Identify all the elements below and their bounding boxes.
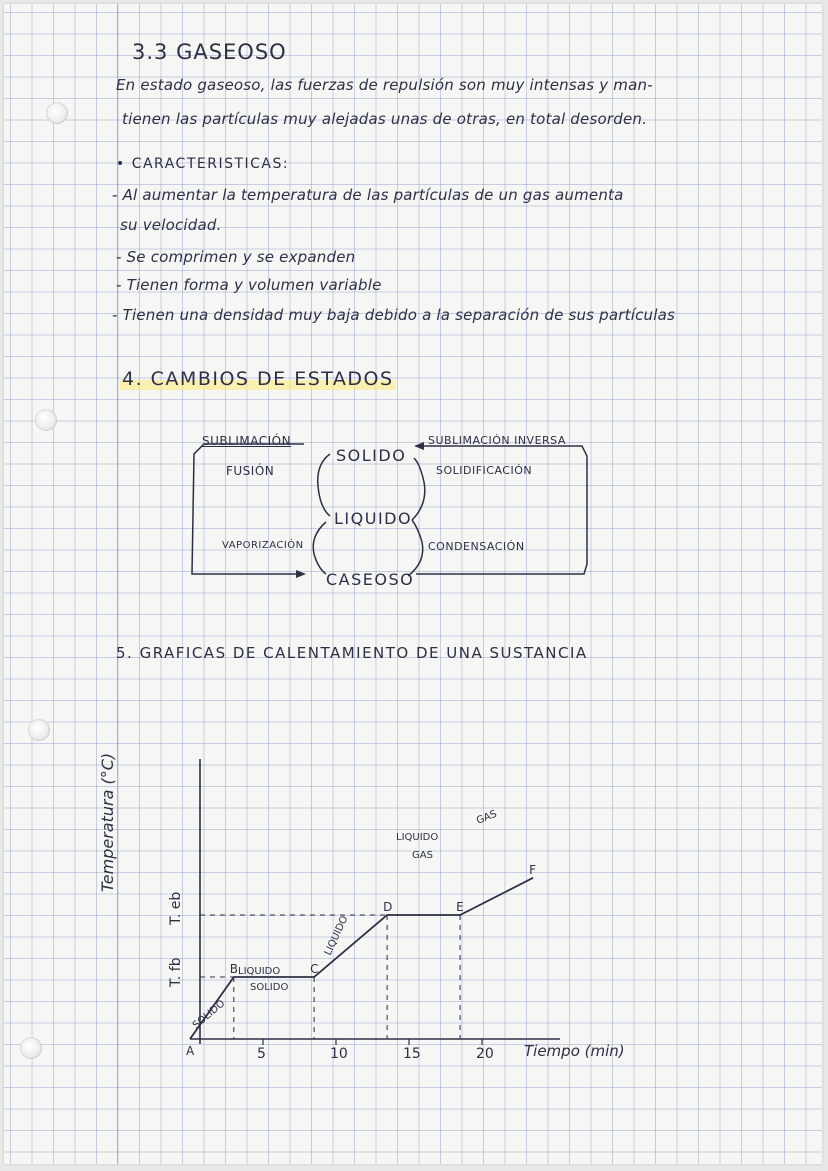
point-label: E [456, 900, 464, 914]
segment-label: GAS [412, 850, 433, 861]
y-tick-label: T. fb [168, 957, 184, 987]
segment-label: LIQUIDO [238, 966, 281, 977]
bullet-item: - Se comprimen y se expanden [116, 248, 356, 266]
notebook-page [4, 4, 822, 1164]
point-label: D [383, 900, 393, 914]
y-axis-label: Temperatura (°C) [98, 752, 117, 892]
label-vaporization: VAPORIZACIÓN [222, 540, 304, 551]
binder-hole [28, 719, 50, 741]
point-label: C [310, 962, 319, 976]
characteristics-heading: • CARACTERISTICAS: [116, 156, 290, 172]
solidification-arrow [412, 458, 425, 520]
segment-label: SOLIDO [250, 982, 289, 993]
binder-hole [46, 102, 68, 124]
bullet-item: - Tienen forma y volumen variable [116, 276, 382, 294]
heating-curve-line [190, 878, 533, 1039]
x-tick-label: 10 [330, 1046, 348, 1062]
segment-label: GAS [475, 808, 499, 827]
label-inverse-sublimation: SUBLIMACIÓN INVERSA [428, 434, 566, 447]
x-axis-label: Tiempo (min) [524, 1042, 625, 1060]
label-solidification: SOLIDIFICACIÓN [436, 464, 533, 477]
y-tick-label: T. eb [168, 891, 184, 925]
section-5-title: 5. GRAFICAS DE CALENTAMIENTO DE UNA SUSTANCIA [116, 644, 588, 662]
vaporization-arrow [313, 522, 326, 574]
section-4-title [120, 368, 396, 390]
segment-label: LIQUIDO [396, 832, 439, 843]
bullet-item: - Al aumentar la temperatura de las partículas de un gas aumenta [112, 186, 624, 204]
fusion-arrow [318, 454, 330, 516]
label-sublimation: SUBLIMACIÓN [202, 434, 292, 448]
segment-label: LIQUIDO [322, 914, 351, 958]
state-solid: SOLIDO [336, 446, 407, 465]
paragraph-line-1: En estado gaseoso, las fuerzas de repulsión son muy intensas y man- [116, 76, 653, 94]
arrowhead [296, 570, 306, 578]
label-condensation: CONDENSACIÓN [428, 540, 525, 553]
point-label: A [186, 1044, 195, 1058]
x-tick-label: 20 [476, 1046, 494, 1062]
bullet-item: su velocidad. [120, 216, 222, 234]
x-tick-label: 5 [257, 1046, 266, 1062]
point-label: F [529, 862, 537, 877]
x-tick-label: 15 [403, 1046, 421, 1062]
state-gas: CASEOSO [326, 570, 415, 589]
state-liquid: LIQUIDO [334, 509, 413, 528]
condensation-arrow [408, 520, 423, 576]
arrowhead [414, 442, 424, 450]
heating-curve-chart [4, 744, 822, 1104]
section-4-title-text: 4. CAMBIOS DE ESTADOS [122, 368, 394, 390]
segment-label: SOLIDO [190, 998, 228, 1032]
label-fusion: FUSIÓN [226, 464, 275, 478]
bullet-item: - Tienen una densidad muy baja debido a la separación de sus partículas [112, 306, 676, 324]
section-3-3-title: 3.3 GASEOSO [132, 40, 287, 64]
point-label: B [229, 962, 239, 976]
paragraph-line-2: tienen las partículas muy alejadas unas de otras, en total desorden. [122, 110, 648, 128]
